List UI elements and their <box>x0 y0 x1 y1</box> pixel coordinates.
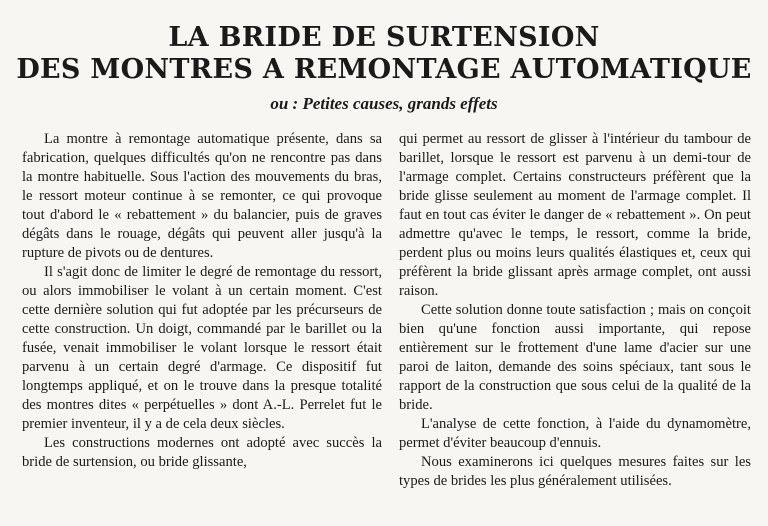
paragraph: La montre à remontage automatique présente, dans sa fabrication, quelques difficultés qu'on ne rencontre pas dans la montre habituelle. Sous l'action des mouvements du bras, le ressort moteur continue à se remonter, ce qui provoque tout d'abord le « rebattement » du balancier, puis de graves dégâts dans le rouage, dégâts qui peuvent aller jusqu'à la rupture de pivots ou de dentures. <box>22 131 382 261</box>
paragraph: Il s'agit donc de limiter le degré de remontage du ressort, ou alors immobiliser le volant à un certain moment. C'est cette dernière solution qui fut adoptée par les précurseurs de cette construction. Un doigt, commandé par le barillet ou la fusée, venait immobiliser le volant lorsque le ressort était parvenu à un certain degré d'armage. Ce dispositif fut longtemps appliqué, et on le trouve dans la presque totalité des montres dites « perpétuelles » dont A.-L. Perrelet fut le premier inventeur, il y a de cela deux siècles. <box>22 264 382 432</box>
left-column <box>22 130 382 472</box>
paragraph: Nous examinerons ici quelques mesures faites sur les types de brides les plus généralement utilisées. <box>399 454 751 489</box>
right-column <box>399 130 751 491</box>
paragraph: qui permet au ressort de glisser à l'intérieur du tambour de barillet, lorsque le ressort est parvenu à un demi-tour de l'armage complet. Certains constructeurs préfèrent que la bride glisse seulement au moment de l'armage complet. Il faut en tout cas éviter le danger de « rebattement ». On peut admettre qu'avec le temps, le ressort, comme la bride, perdent plus ou moins leurs qualités élastiques et, ceux qui préfèrent la bride glissant après armage complet, ont aussi raison. <box>399 131 751 299</box>
paragraph: L'analyse de cette fonction, à l'aide du dynamomètre, permet d'éviter beaucoup d'ennuis. <box>399 416 751 451</box>
title-line-1: LA BRIDE DE SURTENSION <box>168 22 600 53</box>
subtitle: ou : Petites causes, grands effets <box>270 94 498 113</box>
title-line-2: DES MONTRES A REMONTAGE AUTOMATIQUE <box>16 54 752 85</box>
paragraph: Les constructions modernes ont adopté avec succès la bride de surtension, ou bride glissante, <box>22 435 382 470</box>
paragraph: Cette solution donne toute satisfaction ; mais on conçoit bien qu'une fonction aussi importante, qui repose entièrement sur le frottement d'une lame d'acier sur une paroi de laiton, demande des soins spéciaux, tant sous le rapport de la construction que sous celui de la qualité de la bride. <box>399 302 751 413</box>
